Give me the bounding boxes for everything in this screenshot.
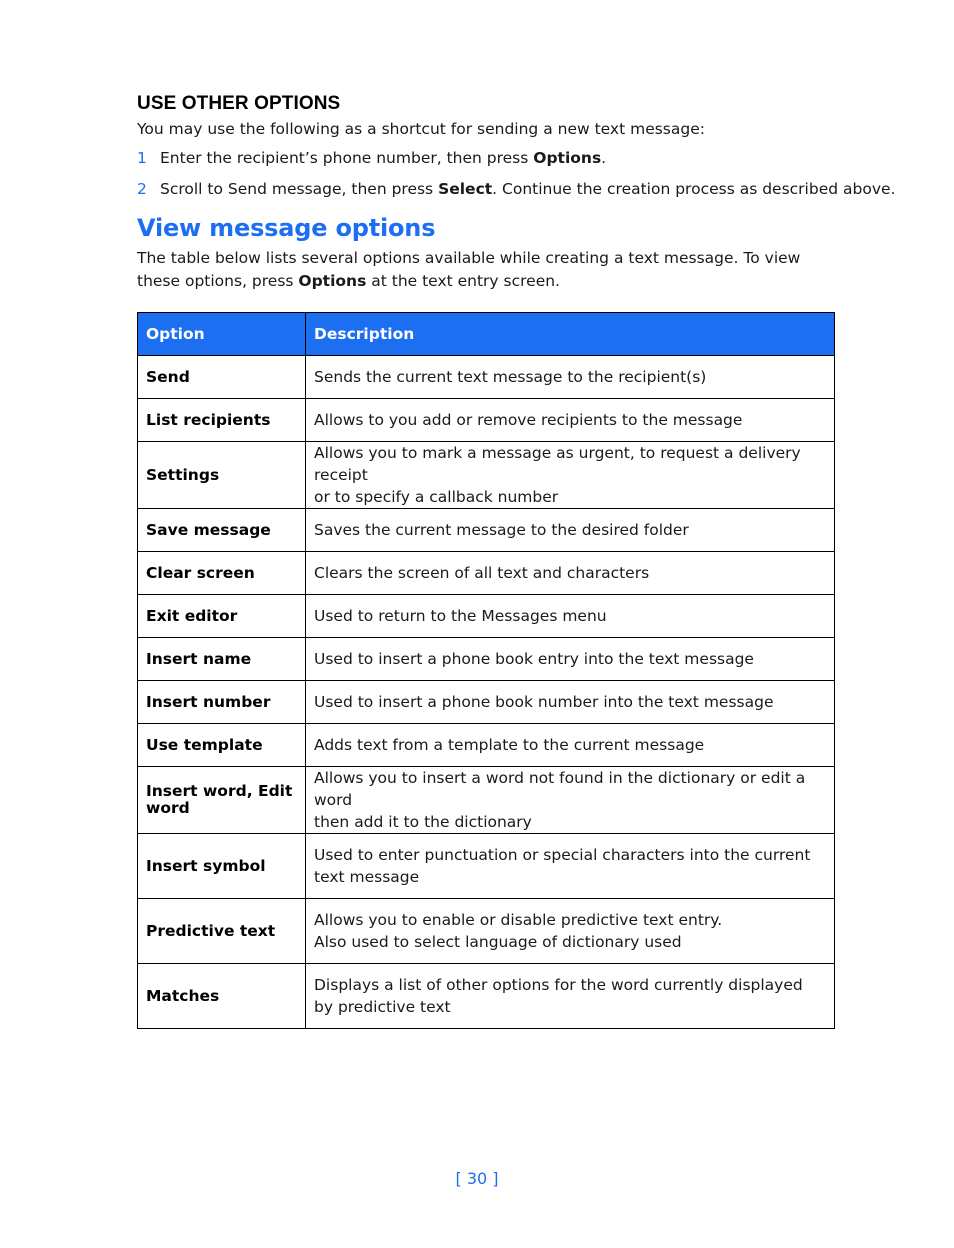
section-heading: USE OTHER OPTIONS [137,93,341,114]
option-cell: Send [138,356,306,399]
description-cell [306,767,835,834]
view-desc-before: The table below lists several options available while creating a text message. To view these options, press [137,249,801,290]
description-line: or to specify a callback number [314,488,559,506]
step-item [137,179,896,210]
option-cell: Clear screen [138,552,306,595]
table-row [138,595,835,638]
table-body [138,356,835,1029]
table-row [138,356,835,399]
header-option: Option [138,313,306,356]
description-line: Adds text from a template to the current message [314,736,705,754]
step-text [160,180,895,198]
option-cell: Settings [138,442,306,509]
step-number: 1 [137,149,147,167]
description-line: by predictive text [314,998,451,1016]
table-row [138,964,835,1029]
option-cell: Insert word, Edit word [138,767,306,834]
description-line: Used to return to the Messages menu [314,607,607,625]
step-text-bold: Select [438,180,493,198]
step-text-after: . Continue the creation process as described above. [492,180,896,198]
description-cell [306,552,835,595]
description-line: Saves the current message to the desired folder [314,521,689,539]
table-row [138,681,835,724]
table-row [138,724,835,767]
options-table [137,312,835,1029]
description-line: Used to insert a phone book entry into the text message [314,650,754,668]
description-cell [306,724,835,767]
description-line: Also used to select language of dictionary used [314,933,682,951]
description-cell [306,509,835,552]
option-cell: List recipients [138,399,306,442]
table-row [138,442,835,509]
description-cell [306,681,835,724]
header-description: Description [306,313,835,356]
description-cell [306,899,835,964]
description-line: then add it to the dictionary [314,813,532,831]
description-cell [306,638,835,681]
view-desc-after: at the text entry screen. [366,272,560,290]
table-row [138,509,835,552]
option-cell: Insert symbol [138,834,306,899]
step-text-before: Scroll to Send message, then press [160,180,439,198]
table-row [138,767,835,834]
description-cell [306,964,835,1029]
table-row [138,399,835,442]
step-item [137,148,857,179]
option-cell: Matches [138,964,306,1029]
step-text [160,149,606,167]
option-cell: Exit editor [138,595,306,638]
table-header-row [138,313,835,356]
table-row [138,834,835,899]
option-cell: Use template [138,724,306,767]
description-line: Used to insert a phone book number into the text message [314,693,774,711]
option-cell: Insert number [138,681,306,724]
description-line: Allows to you add or remove recipients to the message [314,411,743,429]
view-description [137,247,837,293]
description-line: Sends the current text message to the recipient(s) [314,368,707,386]
description-cell [306,356,835,399]
description-line: Allows you to enable or disable predictive text entry. [314,911,723,929]
description-line: Clears the screen of all text and characters [314,564,650,582]
description-line: Used to enter punctuation or special characters into the current [314,846,811,864]
option-cell: Insert name [138,638,306,681]
description-cell [306,834,835,899]
option-cell: Save message [138,509,306,552]
step-text-after: . [601,149,607,167]
view-desc-bold: Options [298,272,367,290]
step-text-bold: Options [533,149,602,167]
description-line: text message [314,868,420,886]
description-cell [306,399,835,442]
section-intro: You may use the following as a shortcut for sending a new text message: [137,120,705,138]
description-line: Allows you to mark a message as urgent, to request a delivery receipt [314,444,801,484]
table-row [138,552,835,595]
description-line: Allows you to insert a word not found in the dictionary or edit a word [314,769,806,809]
table-row [138,899,835,964]
page-number: [ 30 ] [455,1169,499,1188]
option-cell: Predictive text [138,899,306,964]
description-cell [306,442,835,509]
description-line: Displays a list of other options for the word currently displayed [314,976,803,994]
table-row [138,638,835,681]
view-heading: View message options [137,214,436,242]
step-text-before: Enter the recipient’s phone number, then press [160,149,534,167]
step-number: 2 [137,180,147,198]
description-cell [306,595,835,638]
steps-list [137,148,896,210]
